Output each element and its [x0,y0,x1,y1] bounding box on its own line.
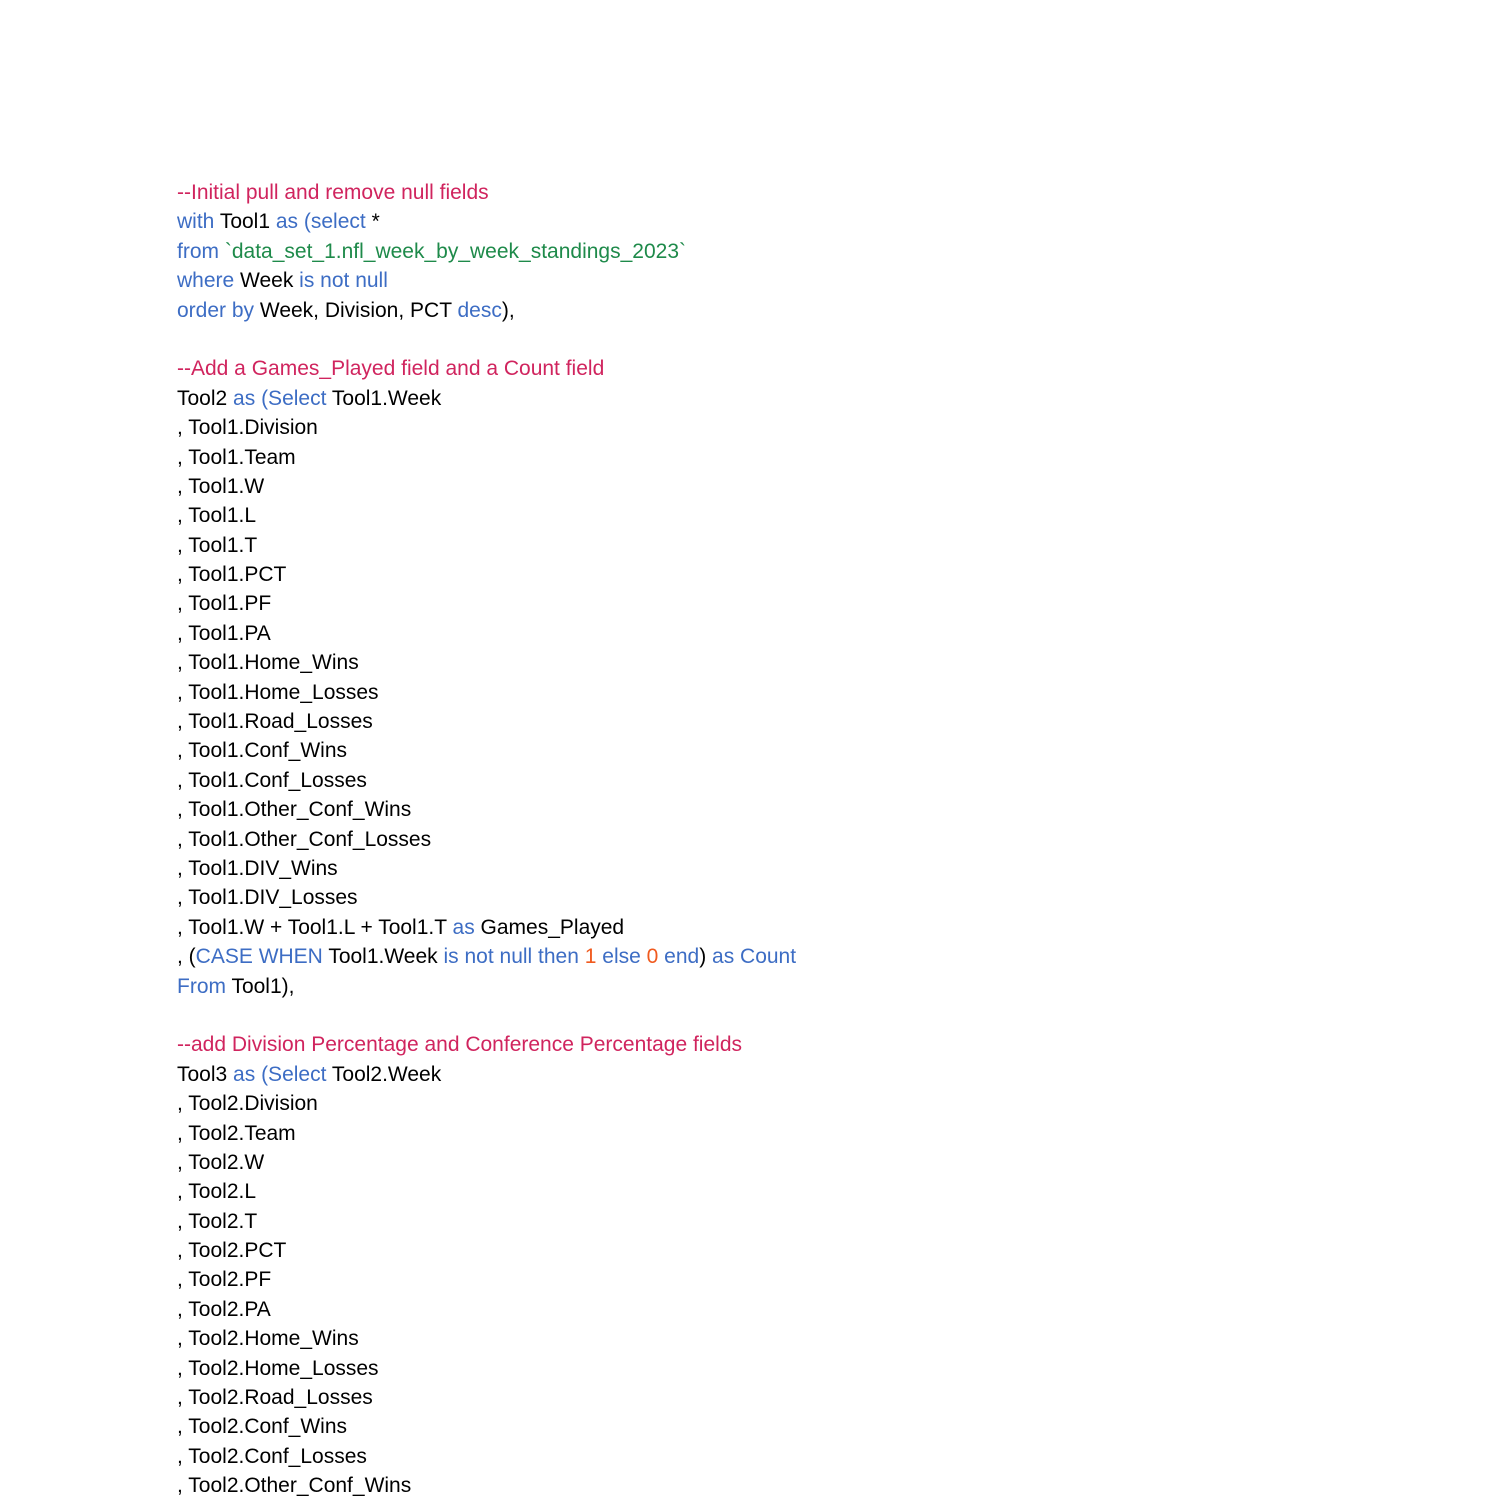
code-text: , Tool2.Conf_Losses [177,1444,367,1468]
code-text: Games_Played [480,915,625,939]
code-text: , Tool1.PF [177,592,272,616]
code-line [177,237,796,266]
sql-keyword: as [275,210,304,234]
code-line [177,942,796,971]
code-line [177,1177,796,1206]
code-line [177,913,796,942]
code-text: , Tool1.PA [177,621,271,645]
code-line [177,266,796,295]
code-line [177,766,796,795]
code-line [177,678,796,707]
code-line [177,854,796,883]
sql-keyword: else [602,945,647,969]
sql-keyword: as [233,386,262,410]
code-text: , Tool2.Team [177,1121,296,1145]
code-line [177,1442,796,1471]
code-text: , Tool1.Home_Losses [177,680,379,704]
code-text: , ( [177,945,196,969]
sql-keyword: from [177,239,225,263]
code-line [177,1412,796,1441]
code-text: , Tool1.Conf_Losses [177,768,367,792]
code-text: , Tool1.PCT [177,563,287,587]
code-text: , Tool2.L [177,1180,257,1204]
code-text: , Tool1.W + Tool1.L + Tool1.T [177,915,453,939]
code-line [177,560,796,589]
code-text: , Tool1.Team [177,445,296,469]
code-line [177,501,796,530]
sql-number-literal: 0 [646,945,665,969]
sql-keyword: as [452,915,481,939]
code-text: Tool1.Week [328,945,444,969]
code-line [177,1060,796,1089]
code-text: Tool1), [231,974,295,998]
code-line [177,1295,796,1324]
code-text: , Tool2.Road_Losses [177,1386,373,1410]
sql-number-literal: 1 [584,945,603,969]
code-text: Tool2.Week [331,1062,442,1086]
sql-keyword: as [233,1062,262,1086]
code-text: , Tool1.T [177,533,258,557]
sql-keyword: is not null then [443,945,585,969]
sql-keyword: end [664,945,700,969]
code-text: , Tool1.L [177,504,257,528]
code-text: Week [240,269,300,293]
code-line [177,296,796,325]
code-text: Tool3 [177,1062,234,1086]
code-line [177,443,796,472]
code-text: , Tool1.Division [177,416,318,440]
sql-keyword: where [177,269,241,293]
code-text: , Tool1.W [177,474,265,498]
code-line [177,1383,796,1412]
code-line [177,1030,796,1059]
code-line [177,1236,796,1265]
code-line [177,795,796,824]
sql-comment: --Add a Games_Played field and a Count field [177,357,605,381]
code-line [177,883,796,912]
code-line [177,531,796,560]
code-line [177,1471,796,1500]
code-line [177,472,796,501]
code-text: , Tool2.Other_Conf_Wins [177,1474,412,1498]
code-line [177,589,796,618]
sql-keyword: CASE WHEN [195,945,329,969]
sql-keyword: with [177,210,220,234]
code-line [177,1148,796,1177]
code-text: , Tool2.PCT [177,1239,287,1263]
code-text: , Tool2.Division [177,1092,318,1116]
code-text: , Tool1.Road_Losses [177,710,373,734]
code-text: , Tool1.Other_Conf_Wins [177,798,412,822]
sql-keyword: (select [303,210,372,234]
sql-keyword: (Select [261,1062,332,1086]
code-text: , Tool2.T [177,1209,258,1233]
code-line [177,1324,796,1353]
code-blank-line [177,1001,796,1030]
code-text: ), [501,298,515,322]
code-line [177,972,796,1001]
code-text: , Tool2.W [177,1150,265,1174]
code-text: , Tool2.Conf_Wins [177,1415,348,1439]
sql-keyword: (Select [261,386,332,410]
code-line [177,354,796,383]
code-text: Tool1 [219,210,276,234]
sql-string-literal: `data_set_1.nfl_week_by_week_standings_2023` [224,239,687,263]
sql-keyword: desc [457,298,502,322]
code-line [177,1265,796,1294]
code-line [177,1354,796,1383]
code-line [177,178,796,207]
code-line [177,384,796,413]
code-text: , Tool1.Other_Conf_Losses [177,827,432,851]
sql-keyword: From [177,974,232,998]
code-text: * [371,210,380,234]
code-text: , Tool2.Home_Losses [177,1356,379,1380]
code-line [177,1089,796,1118]
code-line [177,413,796,442]
code-line [177,648,796,677]
code-text: Tool1.Week [331,386,442,410]
code-line [177,619,796,648]
code-text: ) [699,945,713,969]
sql-code-block [177,178,796,1501]
code-blank-line [177,325,796,354]
code-line [177,825,796,854]
sql-comment: --add Division Percentage and Conference Percentage fields [177,1033,743,1057]
sql-keyword: as Count [712,945,797,969]
code-text: , Tool2.Home_Wins [177,1327,359,1351]
code-text: , Tool2.PA [177,1297,271,1321]
code-line [177,707,796,736]
code-text: , Tool1.DIV_Losses [177,886,358,910]
code-line [177,736,796,765]
code-line [177,207,796,236]
code-text: , Tool1.Home_Wins [177,651,359,675]
code-text: , Tool1.Conf_Wins [177,739,348,763]
code-text: , Tool1.DIV_Wins [177,856,338,880]
code-text: Week, Division, PCT [259,298,458,322]
code-text: Tool2 [177,386,234,410]
code-text: , Tool2.PF [177,1268,272,1292]
code-line [177,1207,796,1236]
sql-keyword: order by [177,298,260,322]
code-line [177,1119,796,1148]
sql-keyword: is not null [299,269,388,293]
sql-comment: --Initial pull and remove null fields [177,181,489,204]
